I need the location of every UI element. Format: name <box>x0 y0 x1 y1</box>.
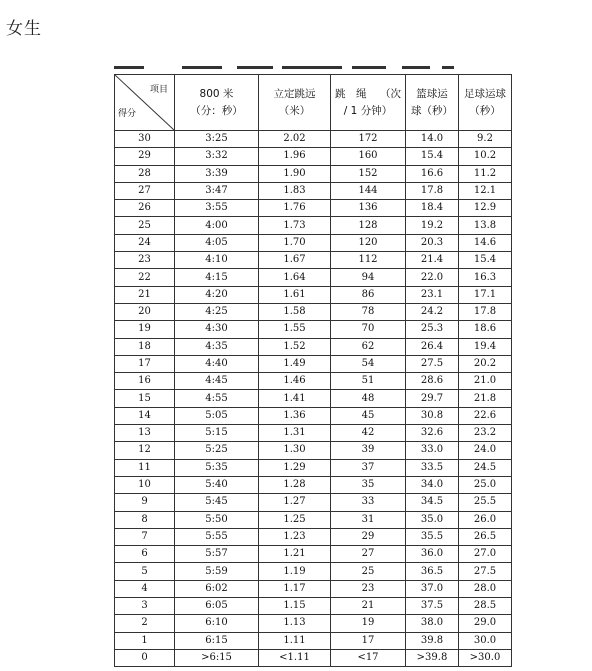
table-row <box>115 476 512 493</box>
table-row <box>115 338 512 355</box>
cell-standing-jump: 1.21 <box>259 546 331 563</box>
cell-800m: 4:35 <box>175 338 259 355</box>
cell-football: 29.0 <box>459 615 512 632</box>
header-rope-line1a: 跳 绳 <box>335 87 367 100</box>
cell-800m: 5:50 <box>175 511 259 528</box>
table-row <box>115 165 512 182</box>
cell-score: 9 <box>115 494 175 511</box>
cell-basketball: 18.4 <box>406 200 459 217</box>
cell-rope-skipping: 54 <box>331 355 406 372</box>
cell-score: 14 <box>115 407 175 424</box>
cell-score: 22 <box>115 269 175 286</box>
cell-basketball: 28.6 <box>406 373 459 390</box>
table-header-row <box>115 75 512 131</box>
cell-standing-jump: 1.55 <box>259 321 331 338</box>
cell-score: 15 <box>115 390 175 407</box>
table-row <box>115 390 512 407</box>
header-800m-line2: （分：秒） <box>190 104 243 117</box>
table-row <box>115 355 512 372</box>
cell-800m: 3:47 <box>175 182 259 199</box>
cell-football: 30.0 <box>459 632 512 649</box>
cell-standing-jump: 1.64 <box>259 269 331 286</box>
corner-label-score: 得分 <box>118 109 137 119</box>
table-row <box>115 632 512 649</box>
table-row <box>115 563 512 580</box>
cell-score: 24 <box>115 234 175 251</box>
cell-score: 7 <box>115 528 175 545</box>
cell-rope-skipping: 31 <box>331 511 406 528</box>
cell-800m: 3:55 <box>175 200 259 217</box>
cell-score: 29 <box>115 148 175 165</box>
cell-basketball: 36.0 <box>406 546 459 563</box>
cell-basketball: >39.8 <box>406 649 459 666</box>
cell-basketball: 27.5 <box>406 355 459 372</box>
cell-standing-jump: 1.19 <box>259 563 331 580</box>
cell-rope-skipping: 45 <box>331 407 406 424</box>
cell-score: 6 <box>115 546 175 563</box>
cell-standing-jump: <1.11 <box>259 649 331 666</box>
cell-football: 20.2 <box>459 355 512 372</box>
cell-score: 13 <box>115 425 175 442</box>
cell-rope-skipping: 42 <box>331 425 406 442</box>
cell-standing-jump: 1.30 <box>259 442 331 459</box>
cell-800m: >6:15 <box>175 649 259 666</box>
header-standing-jump <box>259 75 331 131</box>
cell-rope-skipping: 25 <box>331 563 406 580</box>
header-basketball-line1: 篮球运 <box>416 87 448 100</box>
cell-score: 25 <box>115 217 175 234</box>
cell-800m: 5:57 <box>175 546 259 563</box>
cell-standing-jump: 1.49 <box>259 355 331 372</box>
cell-basketball: 20.3 <box>406 234 459 251</box>
cell-standing-jump: 1.83 <box>259 182 331 199</box>
header-basketball-line2: 球（秒） <box>411 104 453 117</box>
table-row <box>115 615 512 632</box>
cell-football: 15.4 <box>459 252 512 269</box>
cell-standing-jump: 1.13 <box>259 615 331 632</box>
table-row <box>115 234 512 251</box>
cell-score: 27 <box>115 182 175 199</box>
cell-basketball: 15.4 <box>406 148 459 165</box>
header-football-line2: （秒） <box>469 104 501 117</box>
cell-football: 9.2 <box>459 131 512 148</box>
cell-rope-skipping: 78 <box>331 303 406 320</box>
cell-football: >30.0 <box>459 649 512 666</box>
cell-800m: 5:25 <box>175 442 259 459</box>
cell-football: 24.5 <box>459 459 512 476</box>
table-row <box>115 303 512 320</box>
cell-800m: 4:25 <box>175 303 259 320</box>
cell-score: 26 <box>115 200 175 217</box>
cell-basketball: 24.2 <box>406 303 459 320</box>
cell-800m: 4:10 <box>175 252 259 269</box>
cell-standing-jump: 1.25 <box>259 511 331 528</box>
cell-rope-skipping: 86 <box>331 286 406 303</box>
table-row <box>115 373 512 390</box>
cell-football: 23.2 <box>459 425 512 442</box>
cell-rope-skipping: 21 <box>331 598 406 615</box>
table-row <box>115 131 512 148</box>
table-row <box>115 200 512 217</box>
cropped-caption-remnant <box>112 65 472 71</box>
header-rope-line1b: （次 <box>380 87 401 100</box>
cell-rope-skipping: 172 <box>331 131 406 148</box>
table-row <box>115 649 512 666</box>
cell-standing-jump: 1.61 <box>259 286 331 303</box>
header-rope-skipping <box>331 75 406 131</box>
cell-basketball: 35.5 <box>406 528 459 545</box>
cell-800m: 4:15 <box>175 269 259 286</box>
cell-800m: 5:05 <box>175 407 259 424</box>
table-row <box>115 182 512 199</box>
cell-rope-skipping: 62 <box>331 338 406 355</box>
cell-800m: 5:45 <box>175 494 259 511</box>
header-basketball <box>406 75 459 131</box>
cell-800m: 4:40 <box>175 355 259 372</box>
cell-800m: 4:20 <box>175 286 259 303</box>
header-800m-line1: 800 米 <box>199 87 234 100</box>
cell-football: 11.2 <box>459 165 512 182</box>
cell-football: 25.0 <box>459 476 512 493</box>
cell-football: 19.4 <box>459 338 512 355</box>
cell-standing-jump: 1.23 <box>259 528 331 545</box>
cell-standing-jump: 2.02 <box>259 131 331 148</box>
cell-800m: 4:45 <box>175 373 259 390</box>
cell-rope-skipping: 29 <box>331 528 406 545</box>
diagonal-line <box>115 75 174 130</box>
cell-standing-jump: 1.36 <box>259 407 331 424</box>
cell-basketball: 34.5 <box>406 494 459 511</box>
cell-score: 20 <box>115 303 175 320</box>
score-table <box>114 74 512 667</box>
cell-standing-jump: 1.15 <box>259 598 331 615</box>
cell-score: 17 <box>115 355 175 372</box>
table-row <box>115 459 512 476</box>
cell-rope-skipping: 35 <box>331 476 406 493</box>
cell-800m: 6:02 <box>175 580 259 597</box>
cell-rope-skipping: 94 <box>331 269 406 286</box>
cell-score: 4 <box>115 580 175 597</box>
header-rope-line2: / 1 分钟） <box>343 104 393 117</box>
table-row <box>115 494 512 511</box>
cell-rope-skipping: 152 <box>331 165 406 182</box>
cell-basketball: 36.5 <box>406 563 459 580</box>
cell-rope-skipping: 48 <box>331 390 406 407</box>
header-jump-line2: （米） <box>278 104 311 117</box>
cell-basketball: 37.5 <box>406 598 459 615</box>
cell-rope-skipping: 144 <box>331 182 406 199</box>
cell-football: 21.8 <box>459 390 512 407</box>
cell-800m: 5:55 <box>175 528 259 545</box>
cell-score: 3 <box>115 598 175 615</box>
header-jump-line1: 立定跳远 <box>273 87 316 100</box>
cell-football: 18.6 <box>459 321 512 338</box>
cell-standing-jump: 1.70 <box>259 234 331 251</box>
cell-standing-jump: 1.96 <box>259 148 331 165</box>
cell-score: 23 <box>115 252 175 269</box>
table-row <box>115 217 512 234</box>
cell-standing-jump: 1.46 <box>259 373 331 390</box>
cell-basketball: 25.3 <box>406 321 459 338</box>
cell-score: 16 <box>115 373 175 390</box>
cell-rope-skipping: 19 <box>331 615 406 632</box>
cell-football: 12.9 <box>459 200 512 217</box>
cell-rope-skipping: 51 <box>331 373 406 390</box>
cell-rope-skipping: 39 <box>331 442 406 459</box>
table-row <box>115 598 512 615</box>
cell-score: 21 <box>115 286 175 303</box>
cell-football: 17.1 <box>459 286 512 303</box>
cell-800m: 3:25 <box>175 131 259 148</box>
cell-basketball: 29.7 <box>406 390 459 407</box>
cell-basketball: 35.0 <box>406 511 459 528</box>
corner-header-cell <box>115 75 175 131</box>
cell-basketball: 39.8 <box>406 632 459 649</box>
table-row <box>115 148 512 165</box>
cell-football: 27.5 <box>459 563 512 580</box>
cell-rope-skipping: 23 <box>331 580 406 597</box>
cell-football: 14.6 <box>459 234 512 251</box>
cell-rope-skipping: <17 <box>331 649 406 666</box>
cell-standing-jump: 1.31 <box>259 425 331 442</box>
cell-standing-jump: 1.90 <box>259 165 331 182</box>
cell-800m: 6:05 <box>175 598 259 615</box>
header-800m <box>175 75 259 131</box>
cell-score: 30 <box>115 131 175 148</box>
cell-standing-jump: 1.27 <box>259 494 331 511</box>
cell-football: 28.5 <box>459 598 512 615</box>
header-football <box>459 75 512 131</box>
cell-rope-skipping: 17 <box>331 632 406 649</box>
cell-800m: 6:10 <box>175 615 259 632</box>
cell-score: 11 <box>115 459 175 476</box>
cell-standing-jump: 1.76 <box>259 200 331 217</box>
cell-basketball: 30.8 <box>406 407 459 424</box>
cell-800m: 4:30 <box>175 321 259 338</box>
cell-800m: 4:05 <box>175 234 259 251</box>
cell-800m: 5:59 <box>175 563 259 580</box>
cell-basketball: 16.6 <box>406 165 459 182</box>
cell-basketball: 22.0 <box>406 269 459 286</box>
cell-score: 5 <box>115 563 175 580</box>
cell-800m: 4:00 <box>175 217 259 234</box>
cell-standing-jump: 1.17 <box>259 580 331 597</box>
cell-800m: 5:40 <box>175 476 259 493</box>
cell-basketball: 26.4 <box>406 338 459 355</box>
cell-rope-skipping: 120 <box>331 234 406 251</box>
cell-standing-jump: 1.41 <box>259 390 331 407</box>
cell-football: 24.0 <box>459 442 512 459</box>
cell-800m: 3:32 <box>175 148 259 165</box>
table-row <box>115 252 512 269</box>
cell-basketball: 32.6 <box>406 425 459 442</box>
cell-standing-jump: 1.28 <box>259 476 331 493</box>
cell-rope-skipping: 136 <box>331 200 406 217</box>
cell-basketball: 14.0 <box>406 131 459 148</box>
table-row <box>115 269 512 286</box>
cell-football: 22.6 <box>459 407 512 424</box>
cell-football: 12.1 <box>459 182 512 199</box>
cell-football: 16.3 <box>459 269 512 286</box>
cell-rope-skipping: 27 <box>331 546 406 563</box>
table-row <box>115 511 512 528</box>
cell-800m: 3:39 <box>175 165 259 182</box>
cell-rope-skipping: 70 <box>331 321 406 338</box>
cell-basketball: 19.2 <box>406 217 459 234</box>
page-heading: 女生 <box>6 19 42 39</box>
cell-football: 26.5 <box>459 528 512 545</box>
cell-800m: 5:35 <box>175 459 259 476</box>
cell-standing-jump: 1.73 <box>259 217 331 234</box>
table-row <box>115 286 512 303</box>
table-row <box>115 580 512 597</box>
table-row <box>115 442 512 459</box>
corner-label-item: 项目 <box>149 85 168 95</box>
cell-football: 17.8 <box>459 303 512 320</box>
cell-basketball: 33.0 <box>406 442 459 459</box>
cell-football: 25.5 <box>459 494 512 511</box>
cell-basketball: 17.8 <box>406 182 459 199</box>
header-football-line1: 足球运球 <box>464 87 506 100</box>
cell-800m: 4:55 <box>175 390 259 407</box>
cell-basketball: 21.4 <box>406 252 459 269</box>
cell-football: 21.0 <box>459 373 512 390</box>
cell-standing-jump: 1.11 <box>259 632 331 649</box>
cell-800m: 6:15 <box>175 632 259 649</box>
cell-rope-skipping: 160 <box>331 148 406 165</box>
cell-score: 2 <box>115 615 175 632</box>
cell-score: 10 <box>115 476 175 493</box>
cell-standing-jump: 1.52 <box>259 338 331 355</box>
cell-score: 1 <box>115 632 175 649</box>
cell-standing-jump: 1.58 <box>259 303 331 320</box>
cell-football: 26.0 <box>459 511 512 528</box>
cell-rope-skipping: 128 <box>331 217 406 234</box>
cell-score: 12 <box>115 442 175 459</box>
cell-score: 19 <box>115 321 175 338</box>
cell-standing-jump: 1.67 <box>259 252 331 269</box>
cell-basketball: 33.5 <box>406 459 459 476</box>
cell-800m: 5:15 <box>175 425 259 442</box>
table-row <box>115 321 512 338</box>
cell-basketball: 37.0 <box>406 580 459 597</box>
cell-score: 18 <box>115 338 175 355</box>
table-row <box>115 546 512 563</box>
cell-basketball: 38.0 <box>406 615 459 632</box>
table-row <box>115 528 512 545</box>
cell-football: 10.2 <box>459 148 512 165</box>
cell-rope-skipping: 112 <box>331 252 406 269</box>
cell-rope-skipping: 37 <box>331 459 406 476</box>
cell-score: 0 <box>115 649 175 666</box>
table-row <box>115 407 512 424</box>
cell-football: 28.0 <box>459 580 512 597</box>
cell-football: 27.0 <box>459 546 512 563</box>
cell-score: 8 <box>115 511 175 528</box>
cell-rope-skipping: 33 <box>331 494 406 511</box>
table-body <box>115 131 512 667</box>
cell-score: 28 <box>115 165 175 182</box>
cell-basketball: 23.1 <box>406 286 459 303</box>
cell-standing-jump: 1.29 <box>259 459 331 476</box>
cell-football: 13.8 <box>459 217 512 234</box>
table-row <box>115 425 512 442</box>
cell-basketball: 34.0 <box>406 476 459 493</box>
